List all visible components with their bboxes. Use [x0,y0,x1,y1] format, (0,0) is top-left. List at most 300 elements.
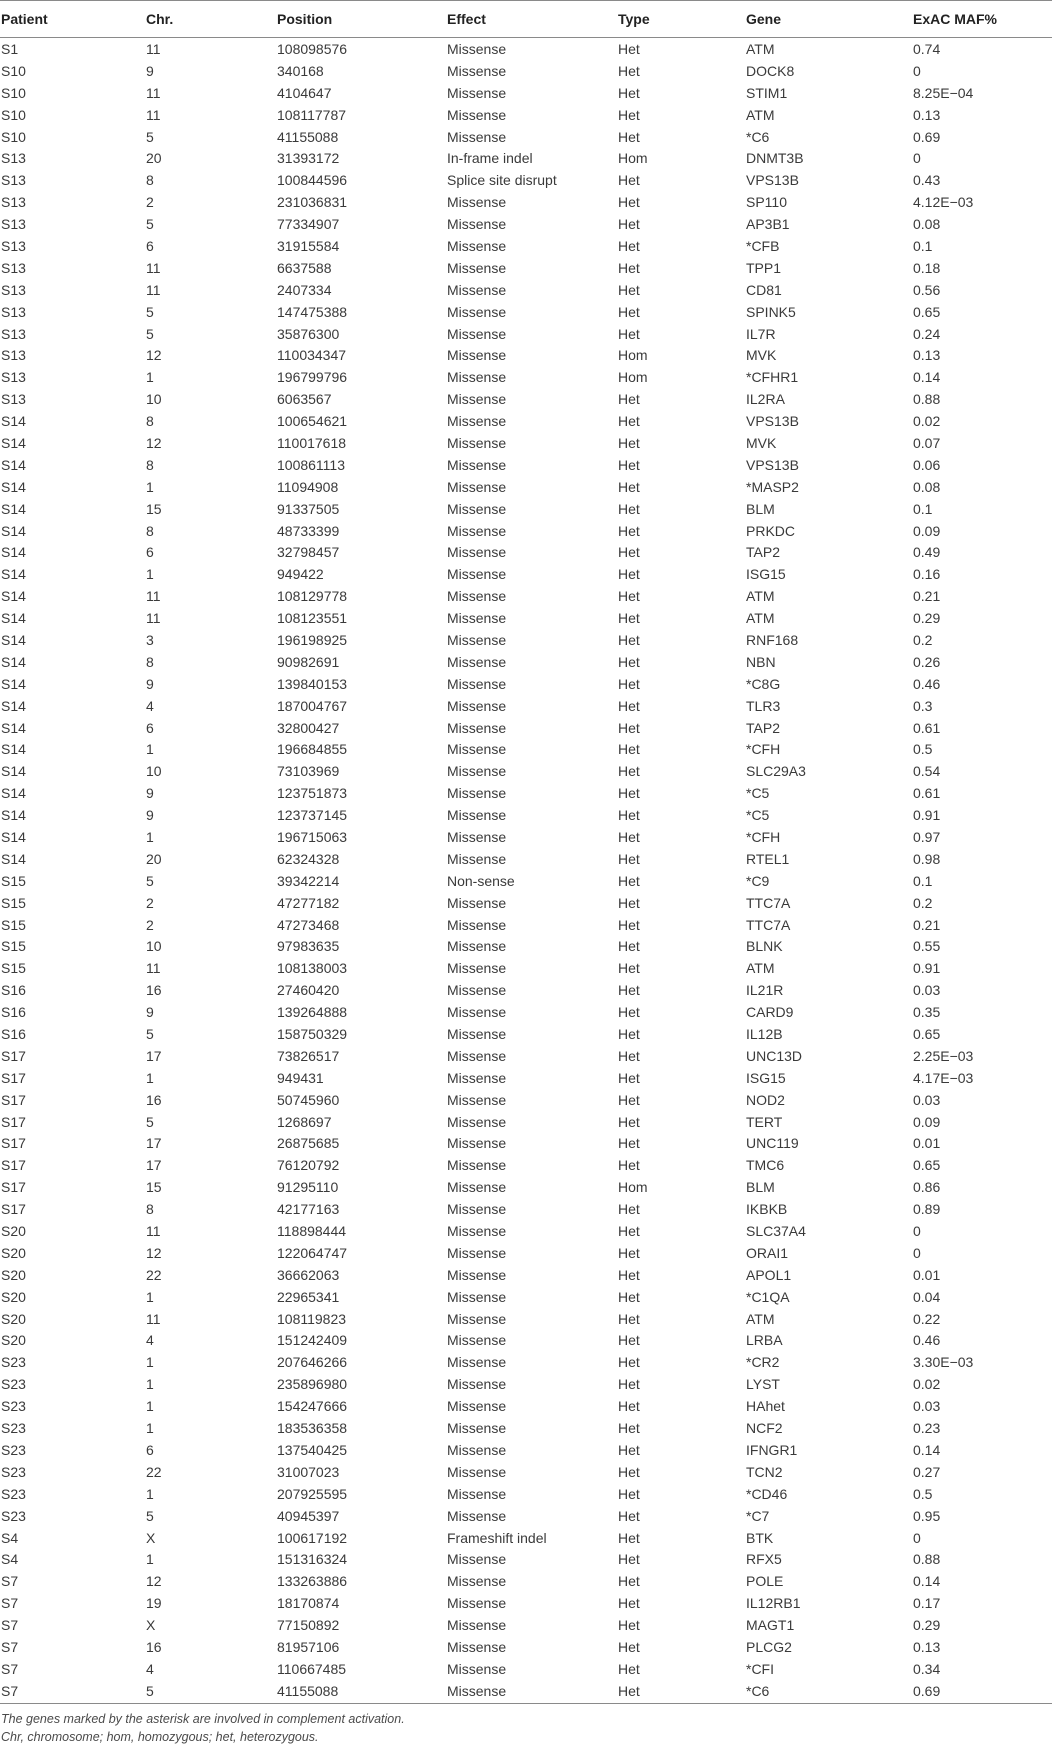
cell-chr: 6 [146,719,154,736]
cell-type: Het [618,391,640,408]
table-row [0,235,1052,257]
cell-effect: Missense [447,456,507,473]
cell-chr: 5 [146,128,154,145]
header-type: Type [618,1,746,38]
table-row [0,1045,1052,1067]
cell-effect: Missense [447,1595,507,1612]
cell-type: Het [618,1529,640,1546]
cell-type: Het [618,1288,640,1305]
cell-type: Het [618,1266,640,1283]
cell-type: Het [618,1310,640,1327]
cell-type: Het [618,763,640,780]
table-row [0,936,1052,958]
cell-gene: NBN [746,653,776,670]
cell-chr: 1 [146,829,154,845]
cell-effect: Missense [447,1113,507,1130]
cell-patient: S15 [1,894,26,911]
cell-position: 27460420 [277,982,340,999]
cell-patient: S14 [1,434,26,451]
cell-exac-maf: 0.35 [913,1004,941,1021]
cell-chr: 10 [146,391,162,408]
cell-gene: IL7R [746,325,776,342]
cell-exac-maf: 0.17 [913,1595,941,1612]
cell-patient: S15 [1,916,26,933]
cell-type: Het [618,1354,640,1371]
cell-effect: Missense [447,741,507,758]
cell-position: 18170874 [277,1595,340,1612]
cell-gene: TPP1 [746,259,782,276]
cell-type: Het [618,1157,640,1174]
cell-exac-maf: 4.12E−03 [913,194,974,211]
cell-position: 11094908 [277,478,339,495]
cell-chr: 8 [146,1201,154,1218]
cell-gene: ATM [746,588,775,605]
table-row [0,1220,1052,1242]
cell-type: Het [618,588,640,605]
cell-type: Het [618,675,640,692]
cell-patient: S14 [1,763,26,780]
cell-chr: 11 [146,588,161,605]
cell-type: Het [618,1047,640,1064]
cell-position: 36662063 [277,1266,340,1283]
cell-position: 31007023 [277,1463,340,1480]
cell-type: Het [618,216,640,233]
cell-patient: S23 [1,1441,26,1458]
cell-position: 1268697 [277,1113,332,1130]
cell-gene: SLC37A4 [746,1223,806,1240]
cell-position: 108117787 [277,106,347,123]
cell-position: 196799796 [277,369,348,386]
cell-type: Het [618,1398,640,1415]
cell-position: 110667485 [277,1660,347,1677]
table-row [0,848,1052,870]
table-row [0,1614,1052,1636]
cell-effect: Missense [447,369,507,386]
cell-chr: 15 [146,500,162,517]
table-row [0,191,1052,213]
cell-position: 110034347 [277,347,347,364]
cell-effect: Missense [447,1004,507,1021]
cell-position: 73826517 [277,1047,340,1064]
table-row [0,498,1052,520]
cell-patient: S13 [1,281,26,298]
cell-chr: 8 [146,413,154,430]
cell-position: 6063567 [277,391,332,408]
table-row [0,1592,1052,1614]
table-row [0,1439,1052,1461]
cell-patient: S16 [1,1026,26,1043]
cell-effect: Missense [447,1201,507,1218]
cell-chr: 1 [146,369,154,386]
cell-position: 207925595 [277,1485,348,1502]
cell-chr: 1 [146,1069,154,1086]
cell-patient: S14 [1,631,26,648]
cell-gene: *C5 [746,807,770,824]
cell-gene: *C6 [746,1683,770,1700]
cell-gene: BLM [746,1179,775,1196]
cell-chr: 5 [146,325,154,342]
cell-position: 73103969 [277,763,340,780]
table-row [0,1176,1052,1198]
cell-exac-maf: 0.03 [913,982,941,999]
cell-position: 35876300 [277,325,340,342]
cell-patient: S4 [1,1529,19,1546]
cell-patient: S17 [1,1069,26,1086]
cell-chr: 4 [146,697,154,714]
cell-exac-maf: 0.88 [913,1551,941,1568]
cell-gene: SLC29A3 [746,763,806,780]
cell-position: 139264888 [277,1004,348,1021]
cell-effect: In-frame indel [447,150,533,167]
cell-gene: SP110 [746,194,787,211]
cell-effect: Missense [447,1420,507,1437]
cell-exac-maf: 0.22 [913,1310,941,1327]
cell-position: 122064747 [277,1244,348,1261]
cell-position: 100654621 [277,413,348,430]
table-row [0,585,1052,607]
cell-chr: 1 [146,1398,154,1415]
cell-chr: 2 [146,894,154,911]
cell-chr: 1 [146,1354,154,1371]
cell-gene: VPS13B [746,456,799,473]
cell-exac-maf: 3.30E−03 [913,1354,974,1371]
table-row [0,366,1052,388]
table-row [0,673,1052,695]
table-row [0,104,1052,126]
cell-position: 97983635 [277,938,340,955]
cell-type: Het [618,982,640,999]
cell-effect: Missense [447,303,507,320]
cell-chr: 5 [146,1683,154,1700]
cell-effect: Missense [447,1157,507,1174]
cell-type: Het [618,106,640,123]
cell-patient: S7 [1,1683,19,1700]
cell-effect: Missense [447,1332,507,1349]
table-row [0,1658,1052,1680]
cell-gene: ATM [746,106,775,123]
cell-exac-maf: 0.3 [913,697,933,714]
table-row [0,826,1052,848]
table-row [0,520,1052,542]
cell-effect: Missense [447,1026,507,1043]
cell-type: Het [618,1551,640,1568]
table-row [0,432,1052,454]
table-row [0,1527,1052,1549]
cell-effect: Missense [447,347,507,364]
cell-effect: Missense [447,1223,507,1240]
cell-type: Het [618,807,640,824]
cell-position: 42177163 [277,1201,340,1218]
cell-chr: 12 [146,1573,162,1590]
cell-exac-maf: 0.46 [913,675,941,692]
cell-type: Het [618,850,640,867]
cell-position: 196684855 [277,741,348,758]
cell-patient: S14 [1,588,26,605]
header-row [0,1,1052,38]
cell-gene: ATM [746,1310,775,1327]
table-row [0,1373,1052,1395]
cell-chr: 5 [146,1113,154,1130]
cell-effect: Missense [447,325,507,342]
table-row [0,695,1052,717]
cell-effect: Missense [447,237,507,254]
cell-effect: Missense [447,259,507,276]
cell-patient: S14 [1,456,26,473]
cell-patient: S13 [1,303,26,320]
table-row [0,1001,1052,1023]
cell-exac-maf: 0 [913,1244,921,1261]
cell-exac-maf: 0.14 [913,369,941,386]
cell-type: Het [618,1026,640,1043]
cell-exac-maf: 2.25E−03 [913,1047,974,1064]
cell-patient: S13 [1,150,26,167]
cell-exac-maf: 0.18 [913,259,941,276]
table-row [0,301,1052,323]
cell-type: Het [618,1441,640,1458]
cell-gene: *CR2 [746,1354,780,1371]
cell-effect: Missense [447,631,507,648]
cell-patient: S14 [1,653,26,670]
cell-type: Hom [618,150,648,167]
cell-effect: Missense [447,938,507,955]
table-row [0,257,1052,279]
cell-effect: Missense [447,1507,507,1524]
cell-exac-maf: 0.13 [913,106,941,123]
cell-gene: *C5 [746,785,770,802]
cell-effect: Missense [447,1310,507,1327]
table-row [0,1395,1052,1417]
table-row [0,804,1052,826]
cell-exac-maf: 0.29 [913,1617,941,1634]
cell-type: Het [618,960,640,977]
cell-gene: LRBA [746,1332,783,1349]
cell-position: 108098576 [277,40,348,57]
cell-type: Het [618,84,640,101]
table-row [0,1198,1052,1220]
cell-effect: Missense [447,829,507,845]
cell-exac-maf: 0.1 [913,872,933,889]
cell-position: 154247666 [277,1398,348,1415]
table-row [0,1680,1052,1703]
cell-effect: Missense [447,1683,507,1700]
cell-effect: Missense [447,40,507,57]
cell-chr: 5 [146,1507,154,1524]
cell-position: 100617192 [277,1529,348,1546]
cell-type: Het [618,916,640,933]
table-footnotes [0,1704,1052,1746]
cell-chr: 12 [146,1244,162,1261]
cell-exac-maf: 0.08 [913,478,941,495]
cell-gene: *C1QA [746,1288,790,1305]
table-row [0,476,1052,498]
cell-type: Het [618,522,640,539]
cell-chr: 9 [146,807,154,824]
cell-effect: Missense [447,1398,507,1415]
table-row [0,454,1052,476]
table-row [0,60,1052,82]
cell-effect: Missense [447,1091,507,1108]
cell-patient: S14 [1,566,26,583]
cell-patient: S14 [1,522,26,539]
cell-type: Het [618,1091,640,1108]
cell-patient: S15 [1,960,26,977]
cell-exac-maf: 0.34 [913,1660,941,1677]
cell-position: 108119823 [277,1310,347,1327]
cell-patient: S15 [1,872,26,889]
cell-type: Het [618,172,640,189]
cell-exac-maf: 0.55 [913,938,941,955]
cell-effect: Missense [447,1266,507,1283]
cell-effect: Missense [447,1244,507,1261]
cell-exac-maf: 0.21 [913,916,941,933]
cell-exac-maf: 0.02 [913,1376,941,1393]
cell-type: Het [618,829,640,845]
cell-chr: 16 [146,982,162,999]
cell-effect: Missense [447,719,507,736]
cell-gene: TCN2 [746,1463,783,1480]
table-row [0,147,1052,169]
cell-gene: *MASP2 [746,478,799,495]
cell-patient: S14 [1,829,26,845]
cell-chr: 8 [146,522,154,539]
cell-exac-maf: 0 [913,62,921,79]
cell-effect: Missense [447,785,507,802]
cell-chr: 5 [146,872,154,889]
cell-gene: CD81 [746,281,782,298]
cell-patient: S23 [1,1507,26,1524]
cell-type: Het [618,872,640,889]
cell-exac-maf: 0.02 [913,413,941,430]
cell-chr: 22 [146,1266,162,1283]
cell-exac-maf: 0.08 [913,216,941,233]
cell-position: 137540425 [277,1441,348,1458]
cell-exac-maf: 0.97 [913,829,941,845]
cell-gene: NOD2 [746,1091,785,1108]
cell-patient: S17 [1,1091,26,1108]
cell-patient: S10 [1,128,26,145]
cell-position: 133263886 [277,1573,348,1590]
cell-gene: TTC7A [746,916,791,933]
cell-type: Het [618,1420,640,1437]
cell-chr: 20 [146,850,162,867]
cell-gene: ISG15 [746,1069,786,1086]
cell-type: Hom [618,1179,648,1196]
cell-position: 108138003 [277,960,348,977]
cell-position: 108123551 [277,610,348,627]
table-row [0,651,1052,673]
table-row [0,1133,1052,1155]
table-row [0,1505,1052,1527]
table-row [0,914,1052,936]
cell-position: 76120792 [277,1157,340,1174]
header-position: Position [277,1,447,38]
table-row [0,279,1052,301]
cell-chr: 9 [146,62,154,79]
cell-effect: Missense [447,697,507,714]
table-row [0,388,1052,410]
cell-chr: 9 [146,675,154,692]
cell-exac-maf: 0.29 [913,610,941,627]
cell-exac-maf: 0.43 [913,172,941,189]
cell-patient: S20 [1,1244,26,1261]
cell-patient: S14 [1,741,26,758]
table-row [0,1636,1052,1658]
cell-gene: POLE [746,1573,784,1590]
header-effect: Effect [447,1,618,38]
table-row [0,979,1052,1001]
cell-patient: S16 [1,982,26,999]
cell-chr: 10 [146,763,162,780]
table-row [0,717,1052,739]
cell-type: Het [618,62,640,79]
cell-exac-maf: 0.14 [913,1441,941,1458]
cell-patient: S16 [1,1004,26,1021]
cell-effect: Missense [447,128,507,145]
cell-effect: Non-sense [447,872,515,889]
cell-type: Het [618,40,640,57]
cell-position: 47273468 [277,916,340,933]
table-row [0,1483,1052,1505]
cell-exac-maf: 0.89 [913,1201,941,1218]
cell-type: Het [618,785,640,802]
cell-chr: 5 [146,303,154,320]
cell-type: Hom [618,369,648,386]
cell-gene: BTK [746,1529,774,1546]
cell-position: 158750329 [277,1026,348,1043]
header-gene: Gene [746,1,913,38]
cell-exac-maf: 0 [913,1529,921,1546]
cell-type: Het [618,1332,640,1349]
table-row [0,1111,1052,1133]
cell-type: Het [618,1004,640,1021]
cell-type: Het [618,1660,640,1677]
cell-chr: 1 [146,478,154,495]
table-row [0,541,1052,563]
cell-exac-maf: 0.98 [913,850,941,867]
cell-type: Het [618,741,640,758]
cell-position: 949422 [277,566,324,583]
cell-chr: 1 [146,741,154,758]
cell-position: 151316324 [277,1551,348,1568]
table-row [0,1351,1052,1373]
cell-type: Het [618,194,640,211]
cell-gene: *CFHR1 [746,369,799,386]
cell-type: Het [618,259,640,276]
cell-exac-maf: 0.2 [913,631,933,648]
cell-type: Het [618,456,640,473]
cell-exac-maf: 0.49 [913,544,941,561]
cell-type: Het [618,281,640,298]
cell-type: Het [618,938,640,955]
cell-patient: S17 [1,1135,26,1152]
cell-chr: 2 [146,194,154,211]
cell-chr: 22 [146,1463,162,1480]
cell-effect: Missense [447,1135,507,1152]
cell-exac-maf: 0.74 [913,40,941,57]
table-row [0,607,1052,629]
cell-type: Het [618,500,640,517]
cell-exac-maf: 0.13 [913,347,941,364]
cell-chr: 20 [146,150,162,167]
cell-effect: Missense [447,1485,507,1502]
cell-patient: S20 [1,1223,26,1240]
cell-exac-maf: 0.65 [913,303,941,320]
cell-exac-maf: 0.23 [913,1420,941,1437]
cell-type: Het [618,697,640,714]
table-row [0,629,1052,651]
cell-exac-maf: 0.06 [913,456,941,473]
cell-gene: *C7 [746,1507,770,1524]
